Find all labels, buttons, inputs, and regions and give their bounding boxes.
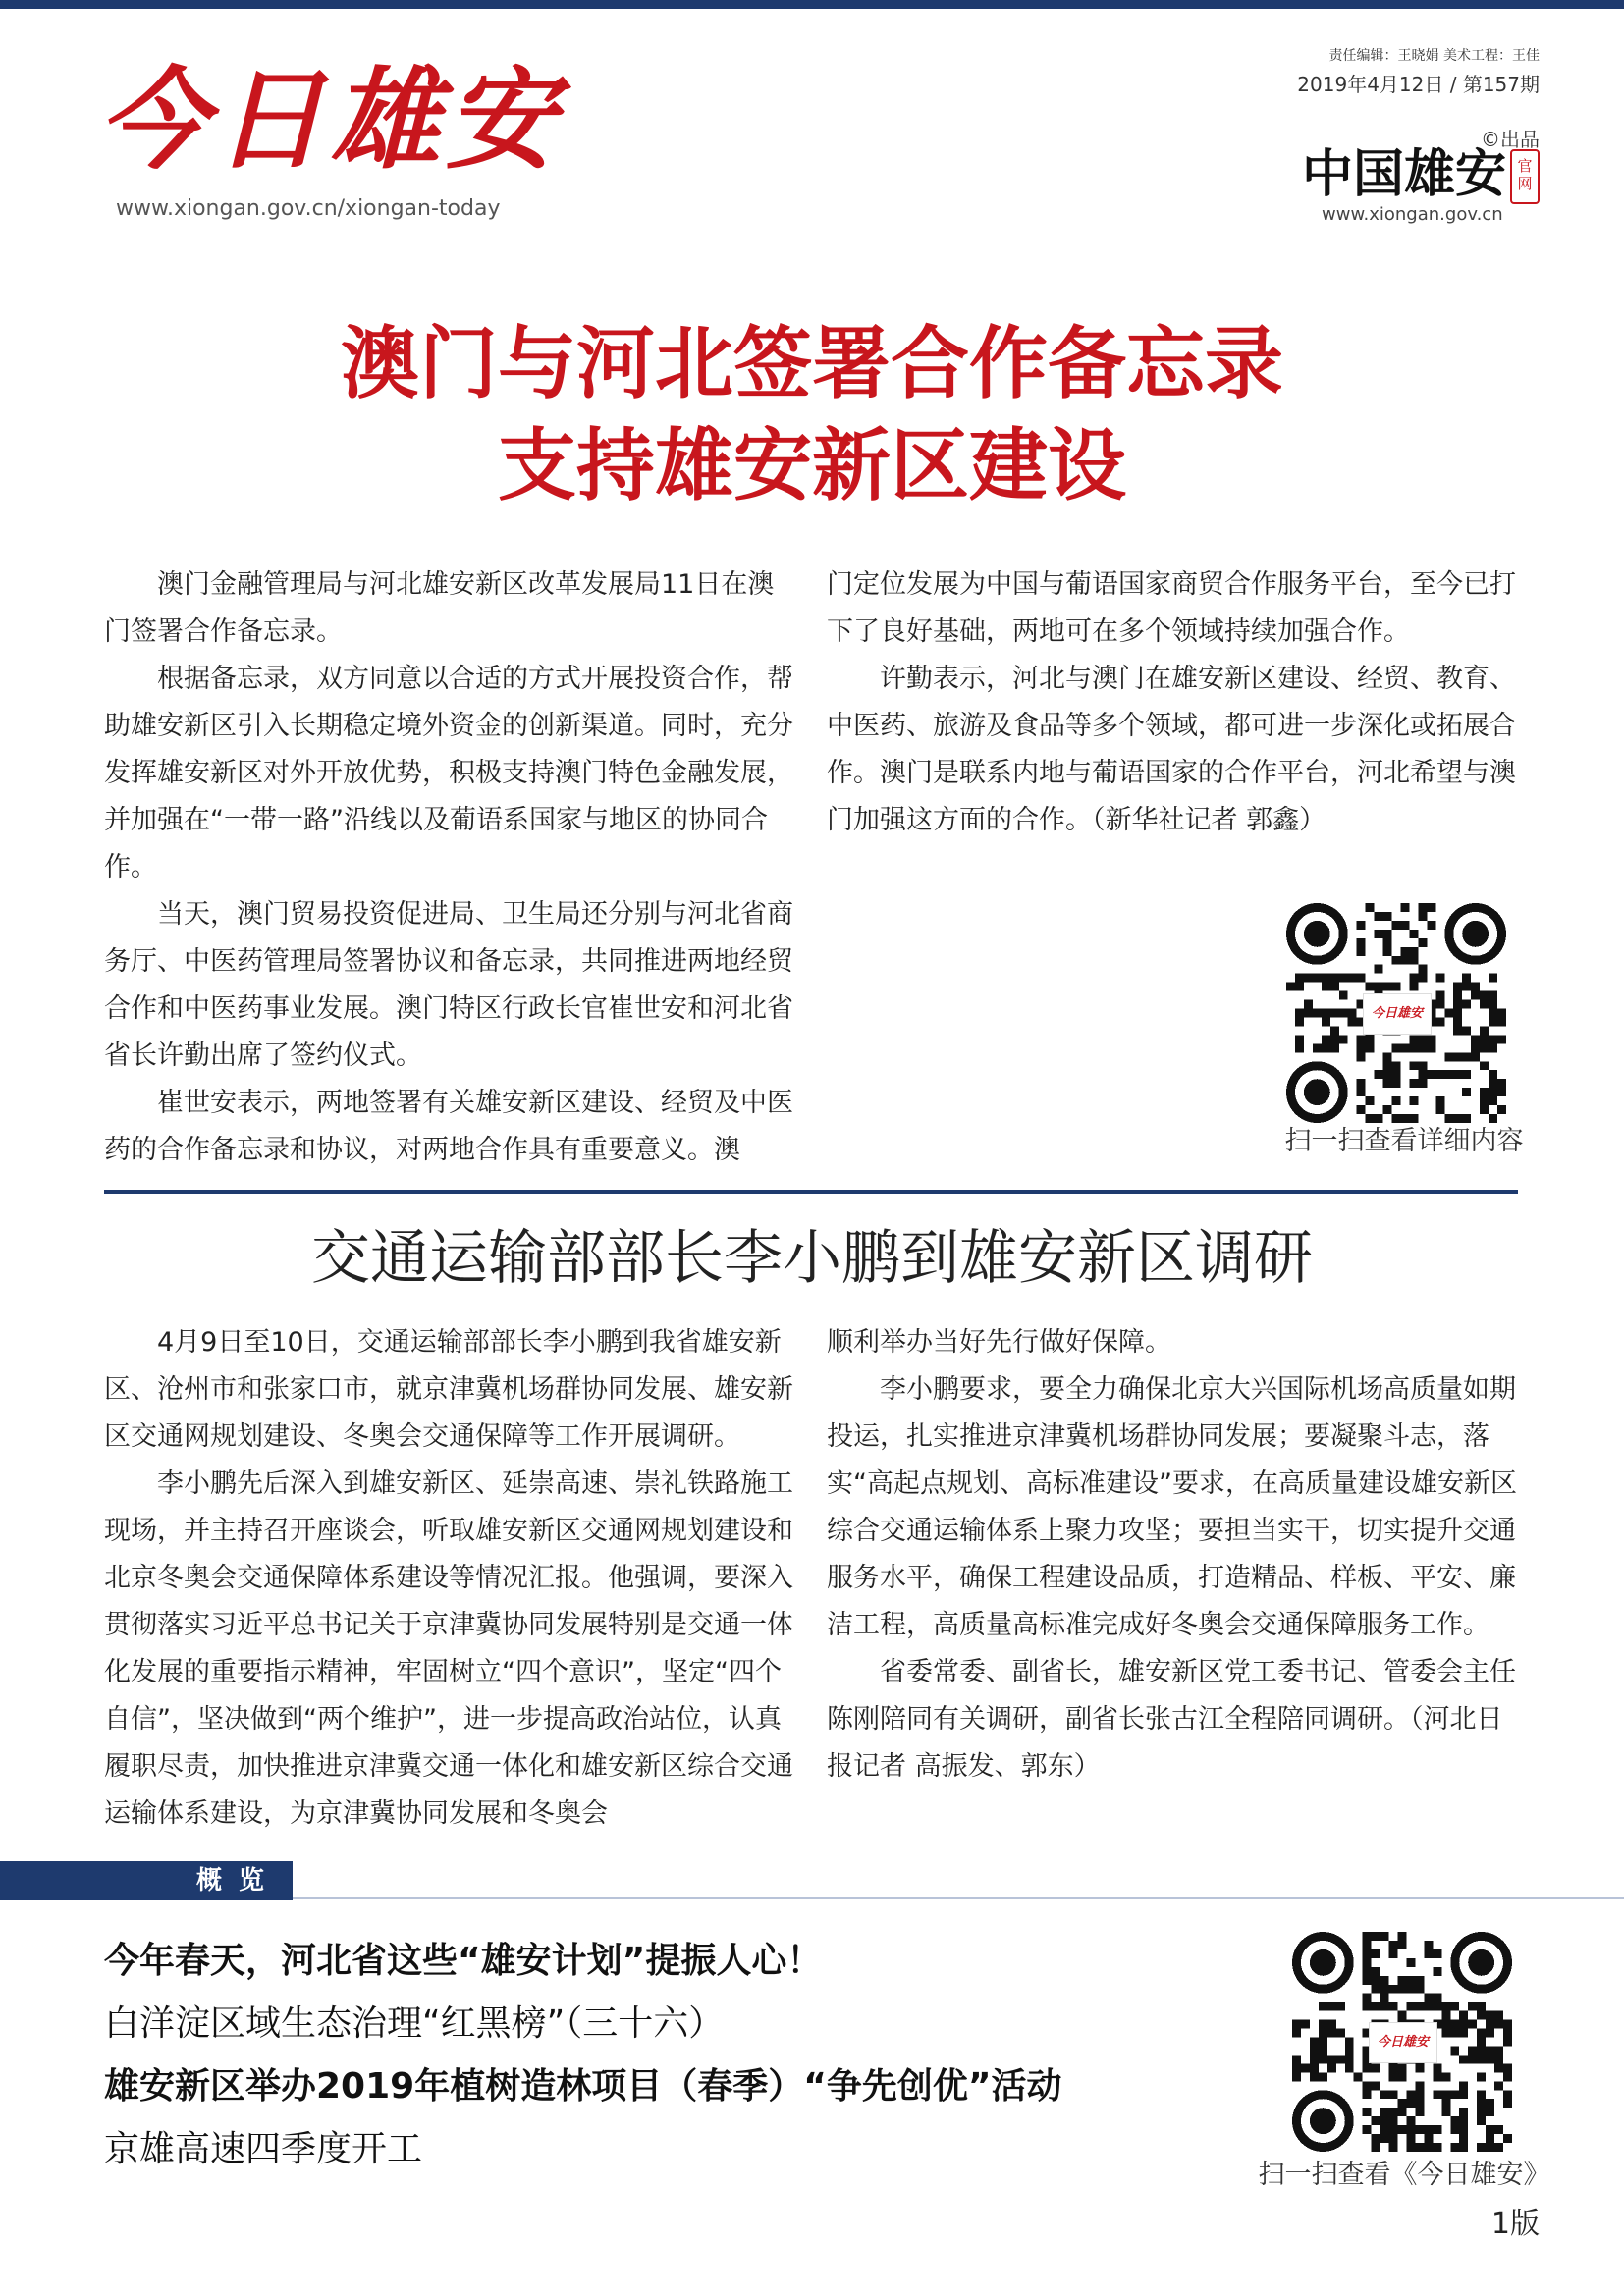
brand-seal: 官网 [1510,149,1540,204]
masthead-title: 今日雄安 [98,56,562,185]
qr-code[interactable] [1292,1932,1512,2152]
brand-url[interactable]: www.xiongan.gov.cn [1322,204,1503,225]
overview-list [104,1930,1233,2181]
paragraph: 顺利举办当好先行做好保障。 [827,1327,1171,1358]
paragraph: 当天，澳门贸易投资促进局、卫生局还分别与河北省商务厅、中医药管理局签署协议和备忘录，共同推进两地经贸合作和中医药事业发展。澳门特区行政长官崔世安和河北省省长许勤出席了签约仪式。 [104,899,793,1071]
article1-left-column [104,561,797,1174]
paragraph: 许勤表示，河北与澳门在雄安新区建设、经贸、教育、中医药、旅游及食品等多个领域，都可进一步深化或拓展合作。澳门是联系内地与葡语国家的合作平台，河北希望与澳门加强这方面的合作。（新华社记者 郭鑫） [827,664,1516,835]
article2-left-column [104,1319,797,1838]
overview-item[interactable]: 今年春天，河北省这些“雄安计划”提振人心！ [104,1941,823,1981]
paragraph: 李小鹏要求，要全力确保北京大兴国际机场高质量如期投运，扎实推进京津冀机场群协同发展；要凝聚斗志，落实“高起点规划、高标准建设”要求，在高质量建设雄安新区综合交通运输体系上聚力攻坚；要担当实干，切实提升交通服务水平，确保工程建设品质，打造精品、样板、平安、廉洁工程，高质量高标准完成好冬奥会交通保障服务工作。 [827,1374,1517,1640]
paragraph: 4月9日至10日，交通运输部部长李小鹏到我省雄安新区、沧州市和张家口市，就京津冀机场群协同发展、雄安新区交通网规划建设、冬奥会交通保障等工作开展调研。 [104,1327,793,1452]
brand-name: 中国雄安 [1302,144,1507,204]
qr-caption: 扫一扫查看详细内容 [1284,1126,1524,1156]
article2-right-column [827,1319,1522,1790]
article1-headline-line2: 支持雄安新区建设 [498,419,1126,511]
paragraph: 根据备忘录，双方同意以合适的方式开展投资合作，帮助雄安新区引入长期稳定境外资金的创新渠道。同时，充分发挥雄安新区对外开放优势，积极支持澳门特色金融发展，并加强在“一带一路”沿线以及葡语系国家与地区的协同合作。 [104,664,793,882]
overview-divider [293,1897,1624,1899]
article1-headline [0,312,1624,516]
brand-logo [1302,145,1547,224]
qr-badge: 今日雄安 [1369,2022,1437,2063]
publisher-label: ©出品 [1481,128,1540,151]
page-number: 1版 [1490,2207,1540,2241]
overview-item[interactable]: 白洋淀区域生态治理“红黑榜”（三十六） [104,2003,725,2044]
article2-headline: 交通运输部部长李小鹏到雄安新区调研 [311,1224,1313,1293]
paragraph: 门定位发展为中国与葡语国家商贸合作服务平台，至今已打下了良好基础，两地可在多个领域持续加强合作。 [827,569,1516,647]
article1-headline-line1: 澳门与河北签署合作备忘录 [341,317,1283,409]
paragraph: 省委常委、副省长，雄安新区党工委书记、管委会主任陈刚陪同有关调研，副省长张古江全程陪同调研。（河北日报记者 高振发、郭东） [827,1657,1516,1782]
top-accent-bar [0,0,1624,9]
overview-label: 概 览 [196,1866,269,1896]
overview-item[interactable]: 京雄高速四季度开工 [104,2129,423,2169]
qr-caption: 扫一扫查看《今日雄安》 [1258,2160,1550,2190]
qr-badge: 今日雄安 [1363,993,1432,1035]
qr-code[interactable] [1286,903,1506,1123]
issue-date: 2019年4月12日 / 第157期 [1297,73,1540,96]
masthead-url[interactable]: www.xiongan.gov.cn/xiongan-today [116,196,501,221]
editors-credit: 责任编辑：王晓娟 美术工程：王佳 [1328,48,1540,64]
paragraph: 澳门金融管理局与河北雄安新区改革发展局11日在澳门签署合作备忘录。 [104,569,775,647]
paragraph: 崔世安表示，两地签署有关雄安新区建设、经贸及中医药的合作备忘录和协议，对两地合作具有重要意义。澳 [104,1088,793,1165]
paragraph: 李小鹏先后深入到雄安新区、延崇高速、崇礼铁路施工现场，并主持召开座谈会，听取雄安新区交通网规划建设和北京冬奥会交通保障体系建设等情况汇报。他强调，要深入贯彻落实习近平总书记关于京津冀协同发展特别是交通一体化发展的重要指示精神，牢固树立“四个意识”，坚定“四个自信”，坚决做到“两个维护”，进一步提高政治站位，认真履职尽责，加快推进京津冀交通一体化和雄安新区综合交通运输体系建设，为京津冀协同发展和冬奥会 [104,1468,793,1829]
section-divider [104,1190,1518,1194]
overview-item[interactable]: 雄安新区举办2019年植树造林项目（春季）“争先创优”活动 [104,2066,1062,2107]
article1-right-column [827,561,1522,844]
